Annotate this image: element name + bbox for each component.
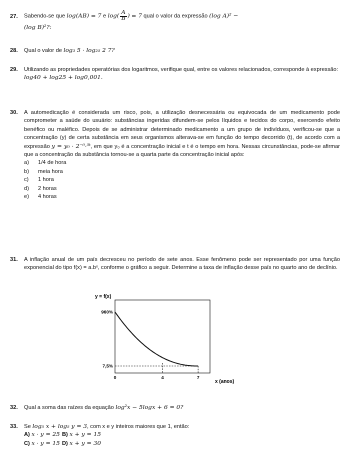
option-d[interactable]: D) x + y = 30 bbox=[62, 440, 101, 447]
math-expression: (log A)² − bbox=[209, 13, 239, 20]
question-number: 32. bbox=[10, 405, 18, 411]
x-axis-label: x (anos) bbox=[215, 379, 235, 385]
question-text: , em que y₀ é a concentração inicial e t é o tempo em hora. Nessas circunstâncias, pode-se afirmar que a concentração da substância tornou-se a quarta parte da concentração inicial após: bbox=[24, 143, 340, 159]
math-expression: y = y₀ · 2⁻⁰·⁵ᵗ bbox=[51, 143, 91, 150]
option-e[interactable]: e) 4 horas bbox=[24, 194, 57, 201]
option-b[interactable]: b) meia hora bbox=[24, 168, 63, 175]
option-a[interactable]: a) 1/4 de hora bbox=[24, 160, 67, 167]
question-33 bbox=[10, 423, 340, 448]
question-text: A automedicação é considerada um risco, pois, a utilização desnecessária ou equivocada de um medicamento pode comprometer a saúde do usuário: substâncias ingeridas difundem-se pelos líquidos e tecidos do corpo, exercendo efeito benéfico ou maléfico. Depois de se administrar determinado medicamento a um grupo de indivíduos, verificou-se que a concentração (y) de certa substância em seus organismos alterava-se em função do tempo decorrido (t), de acordo com a expressão bbox=[24, 110, 340, 150]
option-c[interactable]: c) 1 hora bbox=[24, 177, 54, 184]
math-expression: = 7 bbox=[131, 13, 142, 20]
question-number: 31. bbox=[10, 257, 18, 263]
question-text: , com x e y inteiros maiores que 1, então: bbox=[87, 424, 190, 430]
plot-area bbox=[115, 300, 210, 373]
fraction: $\frac{A}{B}$ bbox=[121, 10, 126, 22]
option-c[interactable]: C) x · y = 15 bbox=[24, 440, 60, 447]
exponential-decay-chart bbox=[85, 290, 255, 385]
y-tick-label: 960% bbox=[101, 309, 113, 315]
question-text: Qual a soma das raízes da equação bbox=[24, 405, 114, 411]
math-expression: log(AB) = 7 bbox=[66, 13, 102, 20]
x-tick-label: 0 bbox=[113, 375, 117, 380]
y-tick-label: 7,5% bbox=[102, 363, 113, 369]
x-tick-label: 7 bbox=[196, 375, 200, 380]
question-number: 29. bbox=[10, 67, 18, 73]
y-axis-label: y = f(x) bbox=[95, 294, 112, 300]
option-a[interactable]: A) x · y = 25 bbox=[24, 432, 60, 439]
options-grid bbox=[10, 431, 340, 448]
question-28 bbox=[10, 47, 340, 55]
question-text: Qual o valor de bbox=[24, 48, 62, 54]
question-number: 33. bbox=[10, 424, 18, 430]
question-text: Se bbox=[24, 424, 31, 430]
question-number: 30. bbox=[10, 110, 18, 116]
math-expression: log bbox=[107, 13, 117, 20]
conjunction: e bbox=[103, 13, 107, 20]
question-31 bbox=[10, 256, 340, 273]
question-text: Sabendo-se que bbox=[24, 13, 66, 20]
option-b[interactable]: B) x + y = 15 bbox=[62, 432, 101, 439]
math-expression: log₃ 5 · log₂₅ 2 7? bbox=[63, 48, 115, 54]
question-number: 27. bbox=[10, 13, 18, 20]
math-expression: (log B)²?: bbox=[24, 25, 52, 32]
options-list bbox=[10, 159, 340, 201]
question-text: Utilizando as propriedades operatórias dos logaritmos, verifique qual, entre os valores relacionados, corresponde à expressão: bbox=[24, 67, 339, 73]
math-expression: log40 + log25 + log0,001. bbox=[24, 75, 103, 82]
question-text: A inflação anual de um país decresceu no período de sete anos. Esse fenômeno pode ser representado por uma função exponencial do tipo f(x) = a.bˣ, conforme o gráfico a seguir. Determine a taxa de inflação desse país no quarto ano de declínio. bbox=[24, 257, 340, 272]
math-expression: log²x − 5logx + 6 = 0? bbox=[115, 405, 184, 411]
question-number: 28. bbox=[10, 48, 18, 54]
question-30 bbox=[10, 109, 340, 201]
question-27: 27. Sabendo-se que log(AB) = 7 e log( $\frac{A}{B}$ ) = 7 qual o valor da expressão (log A)² − (log B)²?: bbox=[10, 10, 239, 32]
question-text: qual o valor da expressão bbox=[143, 13, 208, 20]
option-d[interactable]: d) 2 horas bbox=[24, 185, 57, 192]
question-29 bbox=[10, 66, 340, 83]
x-tick-label: 4 bbox=[161, 375, 164, 380]
math-expression: log₅ x + log₅ y = 3 bbox=[32, 424, 88, 430]
question-32 bbox=[10, 404, 340, 412]
